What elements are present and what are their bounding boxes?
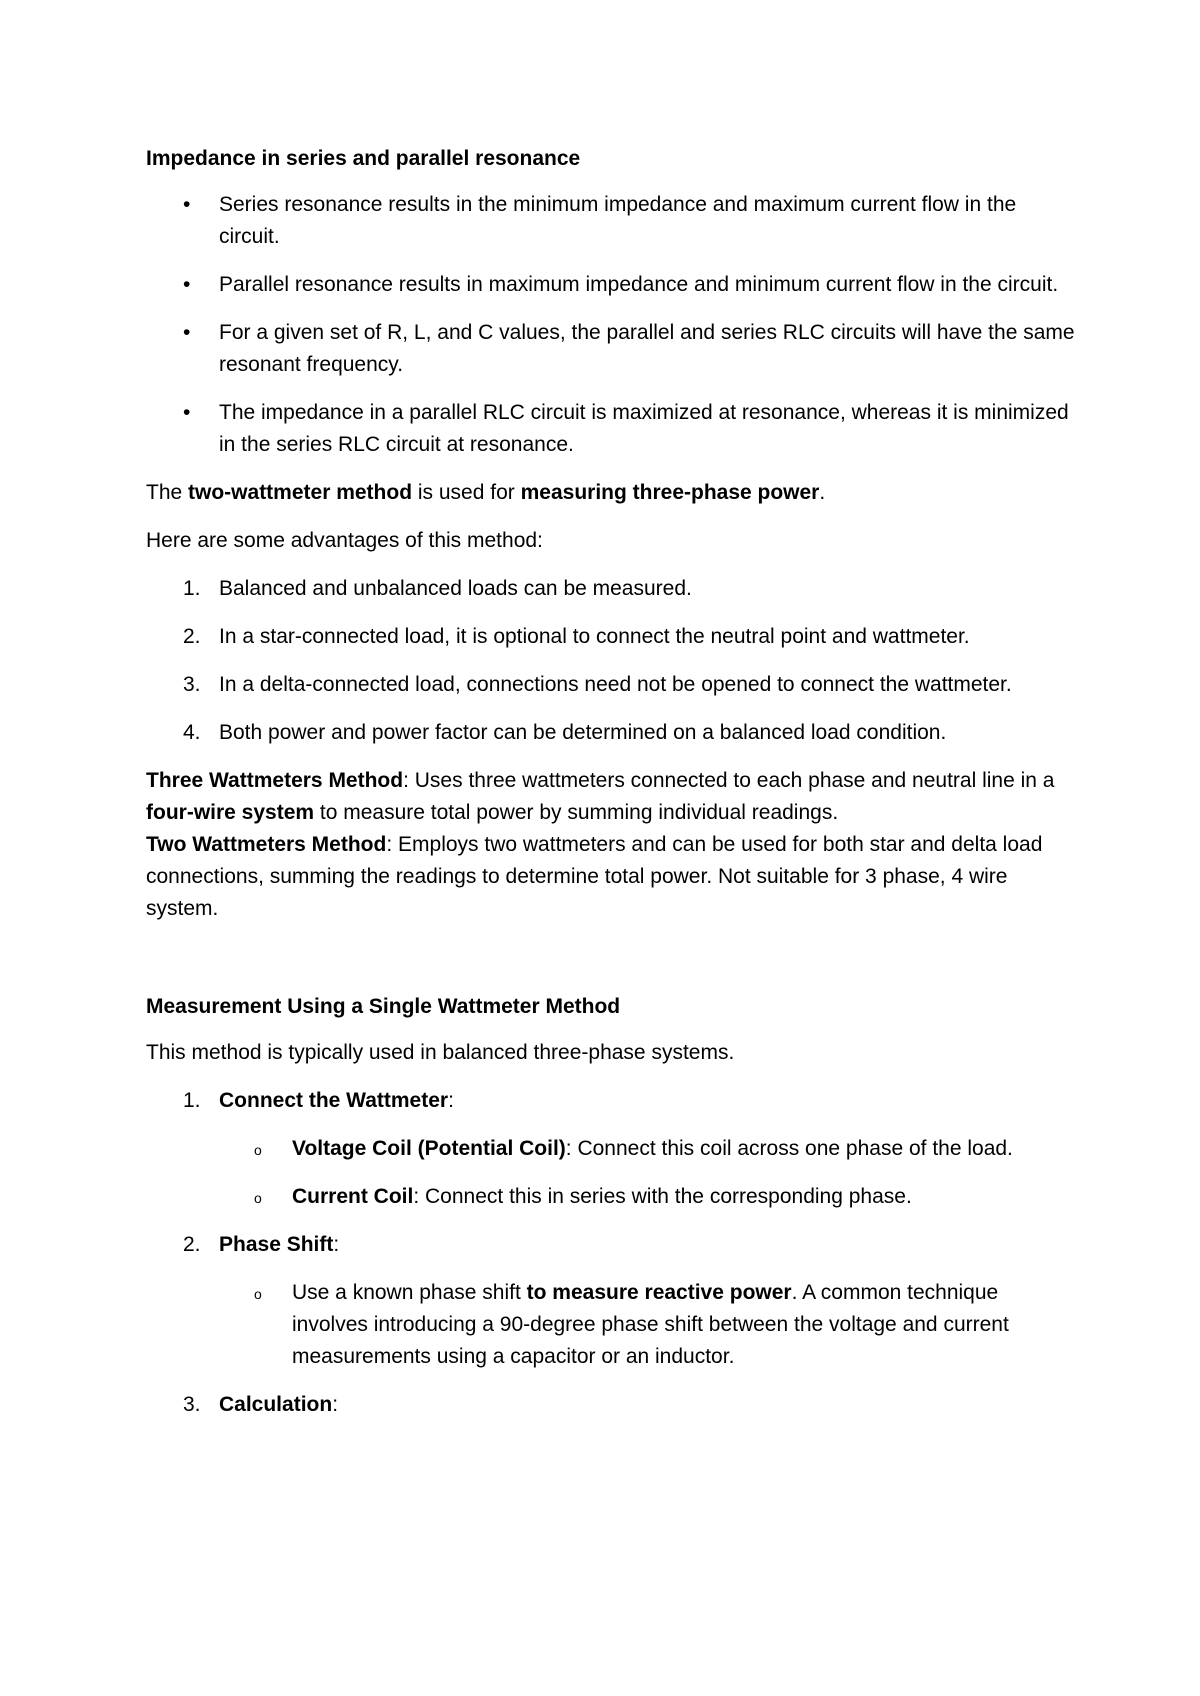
resonance-bullet-list	[146, 189, 1076, 461]
intro-bold-method: two-wattmeter method	[188, 481, 413, 504]
circle-bullet-icon: o	[254, 1142, 262, 1158]
list-number: 1.	[183, 1089, 201, 1112]
sub-list	[219, 1133, 1076, 1213]
circle-bullet-icon: o	[254, 1286, 262, 1302]
single-intro: This method is typically used in balanced three-phase systems.	[146, 1041, 735, 1064]
list-number: 2.	[183, 625, 201, 648]
single-wattmeter-heading: Measurement Using a Single Wattmeter Method	[146, 995, 621, 1018]
bullet-icon: •	[183, 273, 191, 296]
list-number: 2.	[183, 1233, 201, 1256]
intro-bold-purpose: measuring three-phase power	[520, 481, 820, 504]
list-item	[146, 317, 1076, 381]
list-item	[146, 1085, 1076, 1213]
list-item-text: Parallel resonance results in maximum impedance and minimum current flow in the circuit.	[219, 273, 1059, 296]
single-steps-list	[146, 1085, 1076, 1421]
circle-bullet-icon: o	[254, 1190, 262, 1206]
list-item-text: The impedance in a parallel RLC circuit is maximized at resonance, whereas it is minimized in the series RLC circuit at resonance.	[219, 401, 1069, 456]
methods-text: : Uses three wattmeters connected to each phase and neutral line in a	[403, 769, 1055, 792]
sub-item-text: . A common technique involves introducing a 90-degree phase shift between the voltage and current measurements using a capacitor or an inductor.	[292, 1281, 1009, 1368]
advantages-intro: Here are some advantages of this method:	[146, 529, 543, 552]
resonance-heading: Impedance in series and parallel resonance	[146, 147, 581, 170]
step-label: Connect the Wattmeter	[219, 1089, 449, 1112]
intro-text: is used for	[412, 481, 521, 504]
list-number: 3.	[183, 1393, 201, 1416]
sub-list-item	[219, 1133, 1076, 1165]
step-colon: :	[332, 1393, 339, 1416]
sub-item-text: Use a known phase shift	[292, 1281, 527, 1304]
bullet-icon: •	[183, 401, 191, 424]
list-item-text: Both power and power factor can be determined on a balanced load condition.	[219, 721, 947, 744]
sub-list-item	[219, 1181, 1076, 1213]
list-item-text: In a delta-connected load, connections need not be opened to connect the wattmeter.	[219, 673, 1012, 696]
three-wattmeters-label: Three Wattmeters Method	[146, 769, 404, 792]
intro-text: .	[819, 481, 826, 504]
intro-text: The	[146, 481, 189, 504]
two-wattmeters-paragraph	[146, 829, 1076, 925]
sub-item-text: : Connect this in series with the corresponding phase.	[413, 1185, 912, 1208]
sub-item-label: Voltage Coil (Potential Coil)	[292, 1137, 566, 1160]
section-spacer	[146, 925, 1076, 971]
two-wattmeter-intro	[146, 477, 1076, 509]
document-content	[146, 143, 1076, 1437]
list-item-text: Balanced and unbalanced loads can be measured.	[219, 577, 692, 600]
sub-item-label: Current Coil	[292, 1185, 414, 1208]
list-number: 1.	[183, 577, 201, 600]
bullet-icon: •	[183, 321, 191, 344]
list-item-text: For a given set of R, L, and C values, the parallel and series RLC circuits will have the same resonant frequency.	[219, 321, 1075, 376]
list-item	[146, 189, 1076, 253]
sub-item-bold: to measure reactive power	[526, 1281, 792, 1304]
list-item	[146, 717, 1076, 749]
list-number: 4.	[183, 721, 201, 744]
list-item	[146, 669, 1076, 701]
step-label: Phase Shift	[219, 1233, 334, 1256]
methods-text: : Employs two wattmeters and can be used for both star and delta load connections, summing the readings to determine total power. Not suitable for 3 phase, 4 wire system.	[146, 833, 1043, 920]
list-item-text: Series resonance results in the minimum impedance and maximum current flow in the circuit.	[219, 193, 1017, 248]
list-item	[146, 621, 1076, 653]
list-item	[146, 1229, 1076, 1373]
list-item	[146, 269, 1076, 301]
bullet-icon: •	[183, 193, 191, 216]
step-colon: :	[448, 1089, 454, 1112]
list-item	[146, 397, 1076, 461]
sub-item-text: : Connect this coil across one phase of the load.	[565, 1137, 1013, 1160]
methods-text: to measure total power by summing individual readings.	[314, 801, 839, 824]
four-wire-bold: four-wire system	[146, 801, 315, 824]
three-wattmeters-paragraph	[146, 765, 1076, 829]
list-item	[146, 573, 1076, 605]
step-label: Calculation	[219, 1393, 333, 1416]
list-item-text: In a star-connected load, it is optional to connect the neutral point and wattmeter.	[219, 625, 970, 648]
methods-block	[146, 765, 1076, 925]
list-number: 3.	[183, 673, 201, 696]
step-colon: :	[333, 1233, 340, 1256]
list-item	[146, 1389, 1076, 1421]
two-wattmeters-label: Two Wattmeters Method	[146, 833, 387, 856]
sub-list-item	[219, 1277, 1076, 1373]
sub-list	[219, 1277, 1076, 1373]
advantages-list	[146, 573, 1076, 749]
